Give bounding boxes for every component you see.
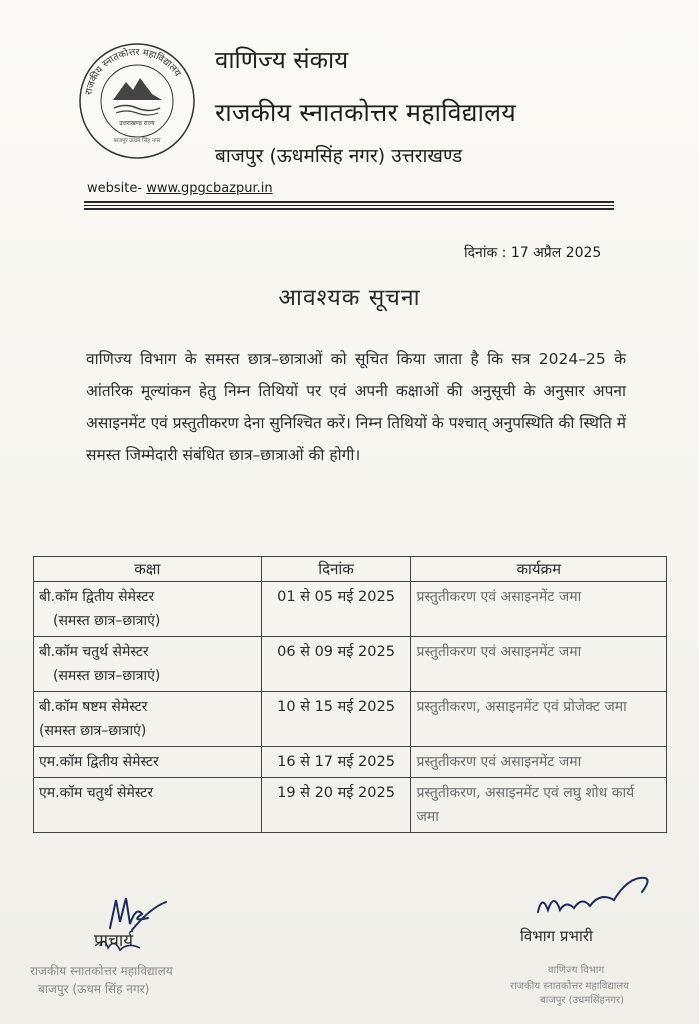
header-rule (84, 208, 614, 210)
notice-date: दिनांक : 17 अप्रैल 2025 (464, 245, 602, 261)
class-cell (34, 637, 262, 692)
logo-bottom-text: बाजपुर ऊधम सिंह नगर (113, 138, 161, 144)
class-name: बी.कॉम षष्टम सेमेस्टर (39, 699, 148, 715)
program-cell: प्रस्तुतीकरण एवं असाइनमेंट जमा (411, 637, 667, 692)
date-cell: 19 से 20 मई 2025 (261, 778, 411, 833)
program-cell: प्रस्तुतीकरण, असाइनमेंट एवं लघु शोध कार्य जमा (411, 778, 667, 833)
hod-stamp-line: वाणिज्य विभाग (548, 965, 605, 976)
hod-stamp-line: बाजपुर (उधमसिंहनगर) (540, 995, 625, 1006)
program-cell: प्रस्तुतीकरण एवं असाइनमेंट जमा (411, 582, 667, 637)
table-row (34, 582, 667, 637)
date-cell: 10 से 15 मई 2025 (261, 692, 411, 747)
logo-inner-text: उत्तराखण्ड राज्य (119, 120, 155, 127)
college-name: राजकीय स्नातकोत्तर महाविद्यालय (215, 98, 516, 127)
college-logo (78, 42, 196, 160)
date-cell: 01 से 05 मई 2025 (261, 582, 411, 637)
hod-signature-block (500, 870, 680, 1010)
table-header-row (34, 557, 667, 582)
notice-title: आवश्यक सूचना (278, 285, 421, 311)
header-date: दिनांक (261, 557, 411, 582)
hod-stamp-line: राजकीय स्नातकोत्तर महाविद्यालय (510, 981, 629, 992)
logo-ring-text: राजकीय स्नातकोत्तर महाविद्यालय (83, 46, 183, 96)
principal-stamp-line: बाजपुर (ऊधम सिंह नगर) (38, 982, 150, 996)
header-program: कार्यक्रम (411, 557, 667, 582)
table-row (34, 692, 667, 747)
hod-signature (530, 870, 660, 926)
table-row (34, 778, 667, 833)
college-location: बाजपुर (ऊधमसिंह नगर) उत्तराखण्ड (215, 145, 463, 167)
class-cell (34, 582, 262, 637)
class-name: बी.कॉम द्वितीय सेमेस्टर (39, 589, 155, 605)
class-note: (समस्त छात्र–छात्राएं) (53, 613, 161, 629)
class-cell (34, 747, 262, 778)
website-label: website- (87, 181, 143, 196)
website-line (87, 181, 273, 196)
class-name: बी.कॉम चतुर्थ सेमेस्टर (39, 644, 149, 660)
header-rule (84, 201, 614, 203)
program-cell: प्रस्तुतीकरण एवं असाइनमेंट जमा (411, 747, 667, 778)
department-name: वाणिज्य संकाय (215, 46, 349, 74)
schedule-table (33, 556, 667, 833)
notice-body: वाणिज्य विभाग के समस्त छात्र–छात्राओं को सूचित किया जाता है कि सत्र 2024–25 के आंतरिक मूल्यांकन हेतु निम्न तिथियों पर एवं अपनी कक्षाओं की अनुसूची के अनुसार अपना असाइनमेंट एवं प्रस्तुतीकरण देना सुनिश्चित करें। निम्न तिथियों के पश्चात् अनुपस्थिति की स्थिति में समस्त जिम्मेदारी संबंधित छात्र–छात्राओं की होगी। (86, 350, 626, 464)
date-cell: 16 से 17 मई 2025 (261, 747, 411, 778)
class-cell (34, 778, 262, 833)
class-cell (34, 692, 262, 747)
principal-signature-block (30, 888, 230, 998)
table-row (34, 637, 667, 692)
date-cell: 06 से 09 मई 2025 (261, 637, 411, 692)
class-name: एम.कॉम द्वितीय सेमेस्टर (39, 754, 159, 770)
website-link[interactable]: www.gpgcbazpur.in (146, 181, 273, 196)
hod-title: विभाग प्रभारी (520, 927, 593, 945)
class-note: (समस्त छात्र–छात्राएं) (53, 668, 161, 684)
principal-stamp-line: राजकीय स्नातकोत्तर महाविद्यालय (30, 964, 173, 978)
header-class: कक्षा (34, 557, 262, 582)
principal-title: प्राचार्य (94, 931, 134, 951)
table-row (34, 747, 667, 778)
header-rule (84, 205, 614, 206)
program-cell: प्रस्तुतीकरण, असाइनमेंट एवं प्रोजेक्ट जमा (411, 692, 667, 747)
class-name: एम.कॉम चतुर्थ सेमेस्टर (39, 785, 154, 801)
class-note: (समस्त छात्र–छात्राएं) (39, 723, 147, 739)
